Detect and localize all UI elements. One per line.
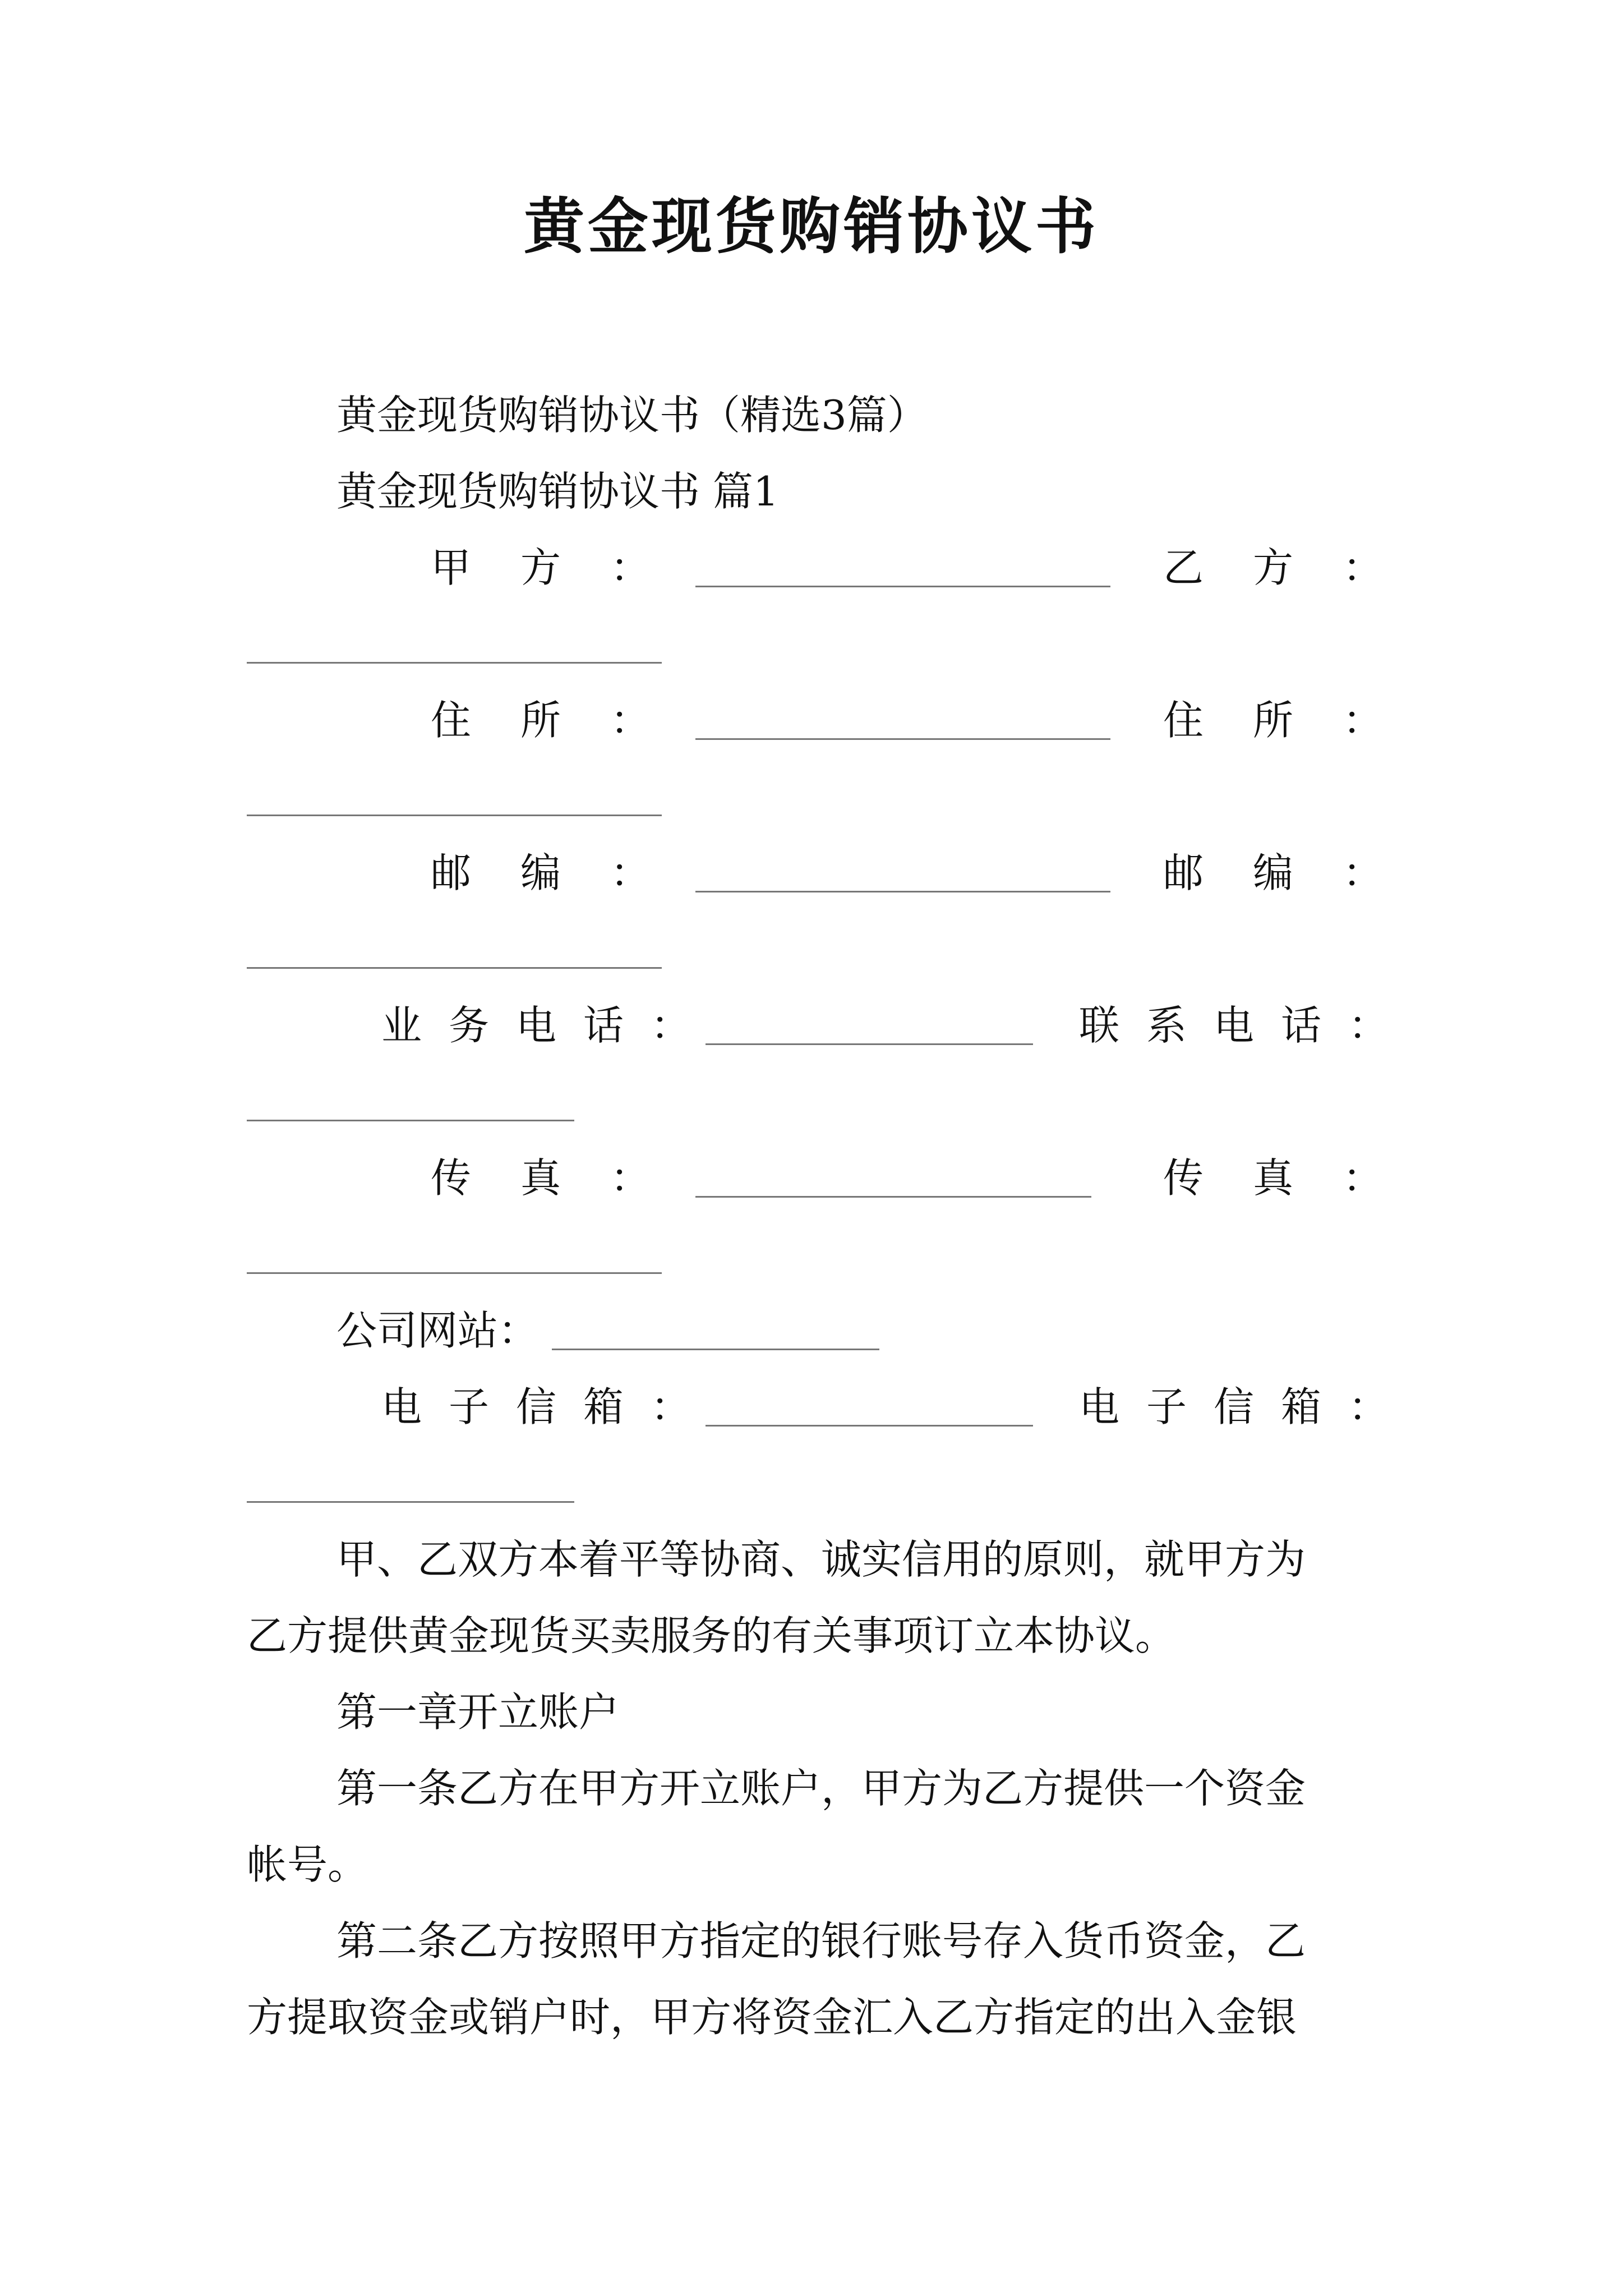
article-1-line-1: 第一条乙方在甲方开立账户，甲方为乙方提供一个资金 [336,1765,1306,1812]
party-a-label: 甲方： [431,544,700,591]
fax-a-blank[interactable] [695,1196,1091,1198]
article-2-line-1: 第二条乙方按照甲方指定的银行账号存入货币资金，乙 [336,1917,1306,1964]
subtitle: 黄金现货购销协议书（精选3篇） [336,392,928,439]
article-2-line-2: 方提取资金或销户时，甲方将资金汇入乙方指定的出入金银 [247,1994,1297,2041]
intro-line-2: 乙方提供黄金现货买卖服务的有关事项订立本协议。 [247,1612,1176,1659]
biz-phone-label: 业务电话： [381,1002,718,1049]
contact-phone-blank[interactable] [247,1120,574,1121]
party-a-blank[interactable] [695,586,1110,587]
chapter-heading: 第一章开立账户 [336,1688,620,1736]
contact-phone-label: 联系电话： [1079,1002,1416,1049]
postcode-a-blank[interactable] [695,891,1110,892]
postcode-b-label: 邮编： [1163,849,1433,896]
party-b-blank[interactable] [247,662,662,664]
email-a-blank[interactable] [706,1425,1033,1427]
postcode-b-blank[interactable] [247,967,662,969]
section-heading: 黄金现货购销协议书 篇1 [336,468,779,515]
document-title: 黄金现货购销协议书 [523,191,1099,262]
website-blank[interactable] [552,1349,879,1350]
website-label: 公司网站： [336,1307,539,1354]
article-1-line-2: 帐号。 [247,1841,368,1888]
fax-a-label: 传真： [431,1154,700,1202]
party-b-label: 乙方： [1163,544,1433,591]
address-b-label: 住所： [1163,697,1433,744]
email-b-blank[interactable] [247,1501,574,1503]
fax-b-blank[interactable] [247,1272,662,1274]
address-b-blank[interactable] [247,815,662,816]
intro-line-1: 甲、乙双方本着平等协商、诚实信用的原则，就甲方为 [336,1536,1306,1583]
email-b-label: 电子信箱： [1079,1383,1416,1430]
email-a-label: 电子信箱： [381,1383,718,1430]
address-a-blank[interactable] [695,738,1110,740]
address-a-label: 住所： [431,697,700,744]
biz-phone-blank[interactable] [706,1043,1033,1045]
fax-b-label: 传真： [1163,1154,1433,1202]
postcode-a-label: 邮编： [431,849,700,896]
